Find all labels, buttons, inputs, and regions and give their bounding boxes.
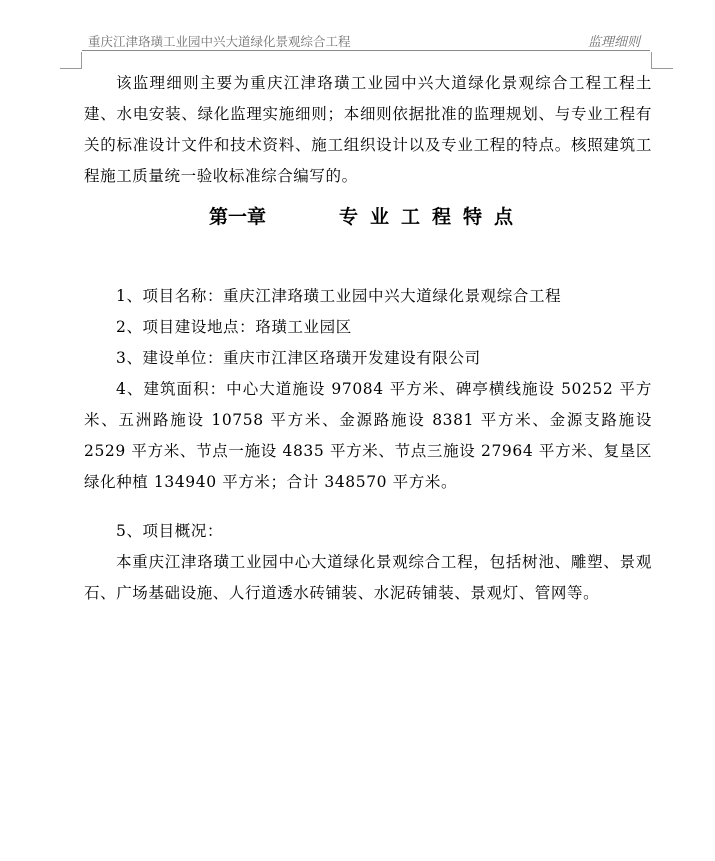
chapter-heading <box>84 198 652 232</box>
chapter-title: 专业工程特点 <box>339 206 526 228</box>
header-doc-type: 监理细则 <box>587 35 640 50</box>
crop-mark-horizontal <box>60 68 82 69</box>
header-project-title: 重庆江津珞璜工业园中兴大道绿化景观综合工程 <box>88 34 351 49</box>
list-item-area: 4、建筑面积：中心大道施设 97084 平方米、碑亭横线施设 50252 平方米、五洲路施设 10758 平方米、金源路施设 8381 平方米、金源支路施设 2529 平方米、节点一施设 4835 平方米、节点三施设 27964 平方米、复垦区绿化种植 134940 平方米；合计 348570 平方米。 <box>84 380 652 491</box>
list-item-owner: 3、建设单位：重庆市江津区珞璜开发建设有限公司 <box>116 349 481 367</box>
list-item-location: 2、项目建设地点：珞璜工业园区 <box>116 318 352 336</box>
overview-section <box>84 516 652 609</box>
crop-mark-vertical-right <box>651 52 652 68</box>
crop-mark-vertical <box>81 52 82 68</box>
list-item-project-name: 1、项目名称：重庆江津珞璜工业园中兴大道绿化景观综合工程 <box>116 287 562 305</box>
overview-heading: 5、项目概况： <box>116 522 224 540</box>
overview-text: 本重庆江津珞璜工业园中心大道绿化景观综合工程，包括树池、雕塑、景观石、广场基础设施、人行道透水砖铺装、水泥砖铺装、景观灯、管网等。 <box>84 553 652 602</box>
chapter-number: 第一章 <box>209 206 267 228</box>
crop-mark-horizontal-right <box>651 68 673 69</box>
project-info-list <box>84 281 652 498</box>
intro-section <box>84 68 652 192</box>
page-header <box>82 28 650 51</box>
intro-paragraph: 该监理细则主要为重庆江津珞璜工业园中兴大道绿化景观综合工程工程土建、水电安装、绿化监理实施细则；本细则依据批准的监理规划、与专业工程有关的标准设计文件和技术资料、施工组织设计以及专业工程的特点。核照建筑工程施工质量统一验收标准综合编写的。 <box>84 74 652 185</box>
